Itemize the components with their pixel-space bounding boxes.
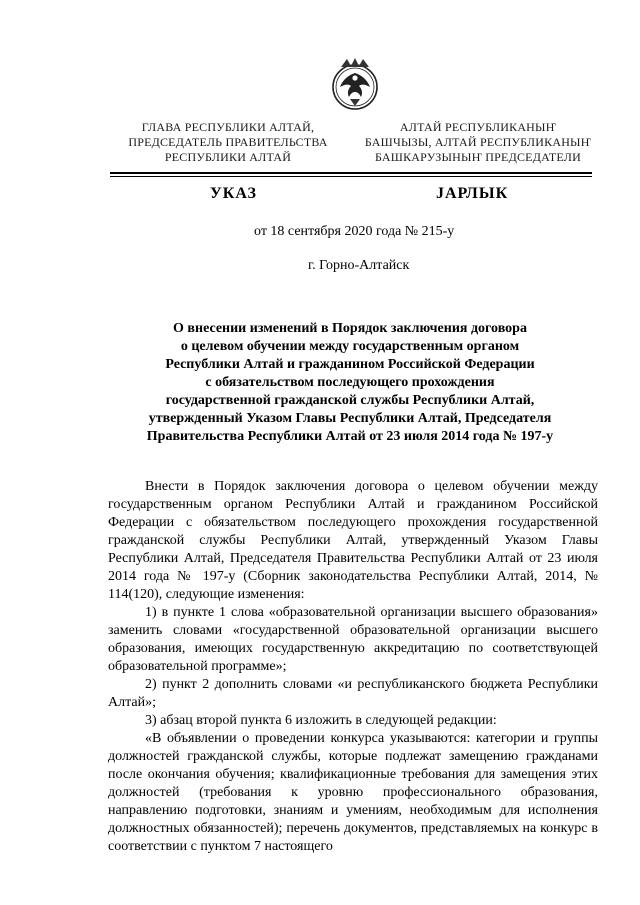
issuer-line-alt-1: АЛТАЙ РЕСПУБЛИКАНЫҤ xyxy=(399,120,557,134)
altai-coat-of-arms-icon xyxy=(331,57,379,115)
date-number-text: от 18 сентября 2020 года № 215-у xyxy=(254,224,455,239)
document-type-altai: JАРЛЫК xyxy=(436,185,509,202)
subject-line-3: Республики Алтай и гражданином Российской Федерации xyxy=(165,357,535,372)
header-divider-thick xyxy=(110,172,592,174)
subject-line-2: о целевом обучении между государственным органом xyxy=(180,339,520,354)
subject-line-6: утвержденный Указом Главы Республики Алтай, Председателя xyxy=(148,411,552,426)
body-paragraph-item-2: 2) пункт 2 дополнить словами «и республиканского бюджета Республики Алтай»; xyxy=(108,677,598,710)
subject-line-1: О внесении изменений в Порядок заключения договора xyxy=(173,321,527,336)
document-type-russian: УКАЗ xyxy=(210,185,257,202)
body-paragraph-item-3: 3) абзац второй пункта 6 изложить в следующей редакции: xyxy=(145,713,497,728)
issuer-line-ru-2: ПРЕДСЕДАТЕЛЬ ПРАВИТЕЛЬСТВА xyxy=(128,135,328,149)
subject-line-5: государственной гражданской службы Республики Алтай, xyxy=(165,393,535,408)
document-body xyxy=(108,478,598,856)
issuer-line-alt-2: БАШЧЫЗЫ, АЛТАЙ РЕСПУБЛИКАНЫҤ xyxy=(364,135,592,149)
issuer-title-altai xyxy=(354,120,602,165)
body-paragraph-intro: Внести в Порядок заключения договора о целевом обучении между государственным органом Республики Алтай и гражданином Российской Федерации с обязательством последующего прохождения государственной гражданской службы Республики Алтай, утвержденный Указом Главы Республики Алтай, Председателя Правительства Республики Алтай от 23 июля 2014 года № 197-у (Сборник законодательства Республики Алтай, 2014, № 114(120), следующие изменения: xyxy=(108,479,598,602)
body-paragraph-quote: «В объявлении о проведении конкурса указываются: категории и группы должностей гражданской службы, которые подлежат замещению гражданами после окончания обучения; квалификационные требования для замещения этих должностей (требования к уровню профессионального образования, направлению подготовки, знаниям и умениям, необходимым для исполнения должностных обязанностей); перечень документов, представляемых на конкурс в соответствии с пунктом 7 настоящего xyxy=(108,731,598,854)
issuer-line-ru-1: ГЛАВА РЕСПУБЛИКИ АЛТАЙ, xyxy=(141,120,315,134)
issuer-line-alt-3: БАШКАРУЗЫНЫҤ ПРЕДСЕДАТЕЛИ xyxy=(375,150,581,164)
city-line: г. Горно-Алтайск xyxy=(308,258,410,273)
header-divider-thin xyxy=(110,176,592,177)
body-paragraph-item-1: 1) в пункте 1 слова «образовательной организации высшего образования» заменить словами «государственной образовательной организации высшего образования, имеющих государственную аккредитацию по соответствующей образовательной программе»; xyxy=(108,605,598,674)
issuer-title-russian xyxy=(108,120,348,165)
subject-line-4: с обязательством последующего прохождения xyxy=(205,375,495,390)
document-subject xyxy=(100,320,600,446)
subject-line-7: Правительства Республики Алтай от 23 июля 2014 года № 197-у xyxy=(146,429,554,444)
issuer-line-ru-3: РЕСПУБЛИКИ АЛТАЙ xyxy=(164,150,292,164)
